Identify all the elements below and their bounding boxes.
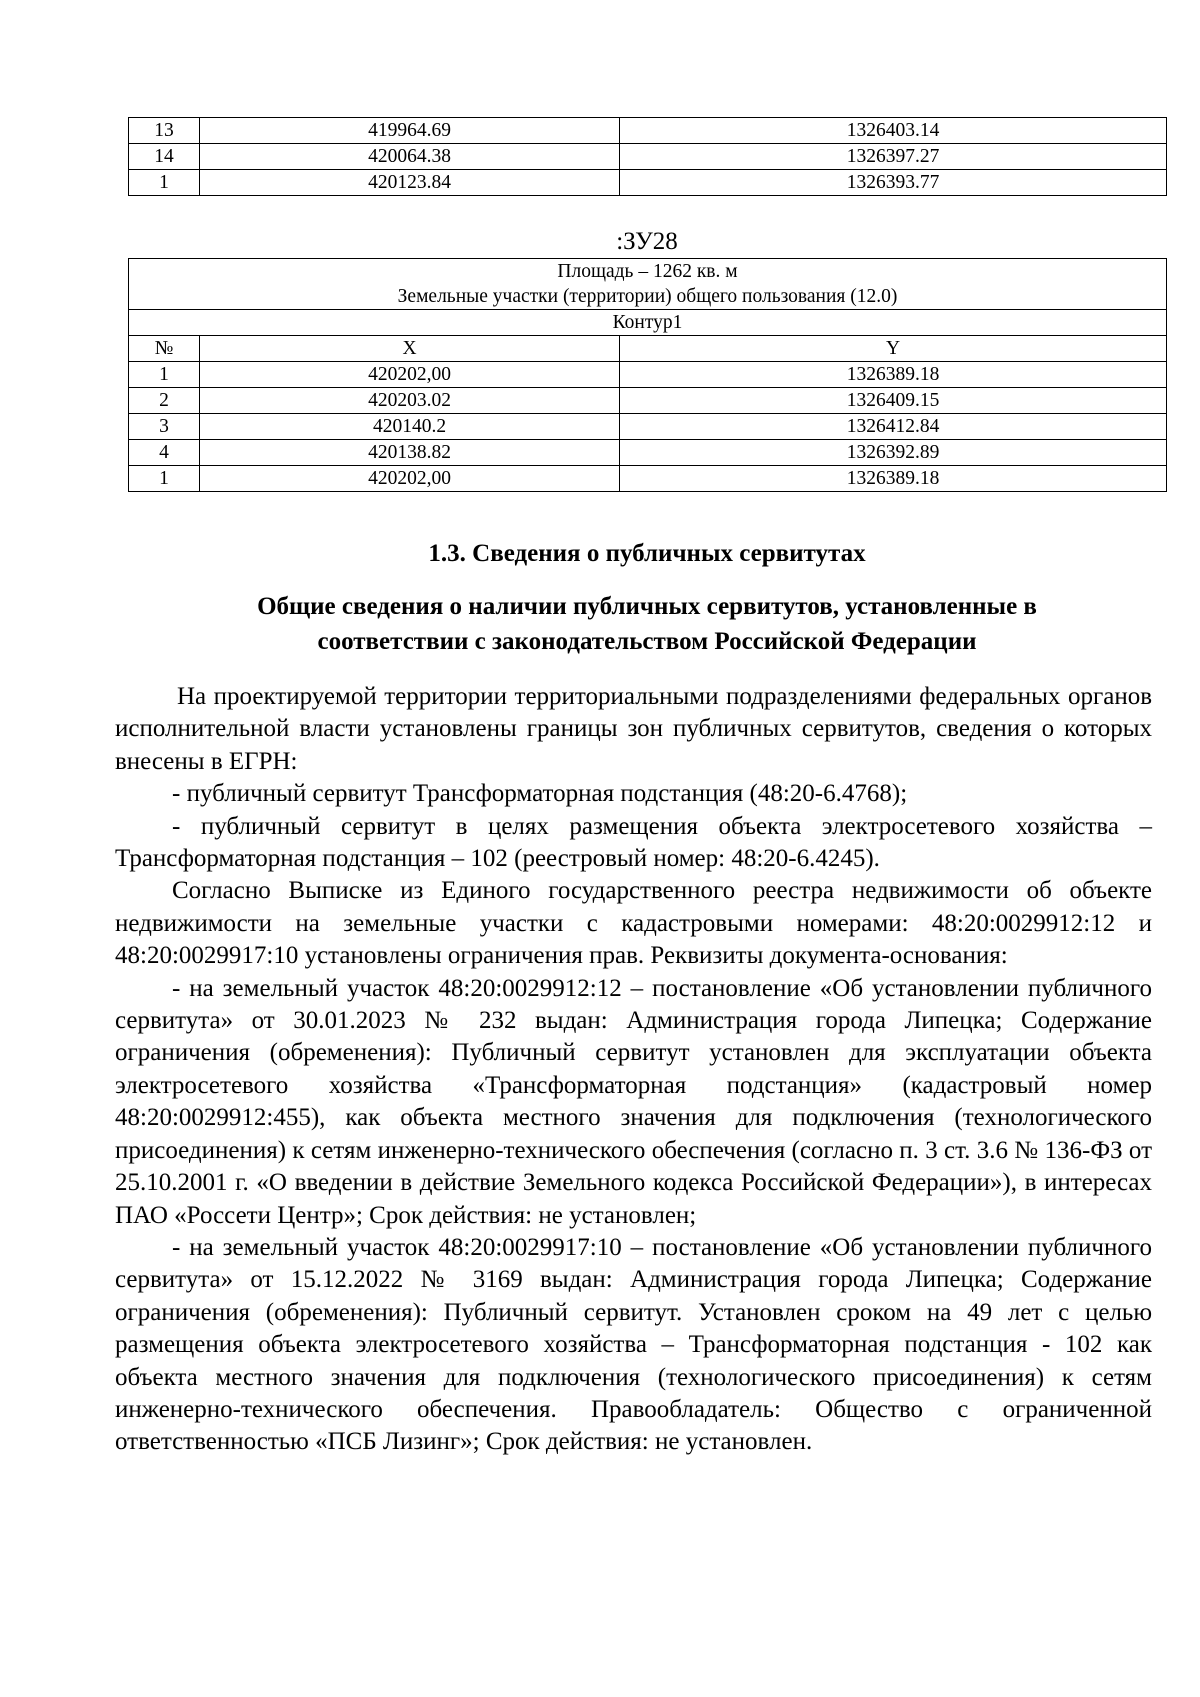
x-coordinate: 420202,00: [200, 466, 620, 492]
parcel-area: Площадь – 1262 кв. м: [557, 261, 738, 282]
point-number: 4: [129, 440, 200, 466]
table-row: [129, 170, 1167, 196]
body-text: [115, 681, 1152, 1459]
point-number: 1: [129, 170, 200, 196]
point-number: 14: [129, 144, 200, 170]
servitude-item-2: - публичный сервитут в целях размещения объекта электросетевого хозяйства – Трансформаторная подстанция – 102 (реестровый номер: 48:20-6.4245).: [115, 812, 1152, 873]
coordinates-table-continuation: [128, 117, 1167, 196]
point-number: 2: [129, 388, 200, 414]
table-row: [129, 466, 1167, 492]
column-header-number: №: [129, 336, 200, 362]
y-coordinate: 1326397.27: [620, 144, 1167, 170]
x-coordinate: 420202,00: [200, 362, 620, 388]
section-subheading: [128, 589, 1166, 659]
table-row: [129, 388, 1167, 414]
table-header-row: [129, 336, 1167, 362]
y-coordinate: 1326393.77: [620, 170, 1167, 196]
y-coordinate: 1326403.14: [620, 118, 1167, 144]
point-number: 1: [129, 362, 200, 388]
subheading-line-1: Общие сведения о наличии публичных сервитутов, установленные в: [257, 593, 1037, 620]
paragraph-parcel-12: - на земельный участок 48:20:0029912:12 – постановление «Об установлении публичного сервитута» от 30.01.2023 № 232 выдан: Администрация города Липецка; Содержание ограничения (обременения): Публичный сервитут установлен для эксплуатации объекта электросетевого хозяйства «Трансформаторная подстанция» (кадастровый номер 48:20:0029912:455), как объекта местного значения для подключения (технологического присоединения) к сетям инженерно-технического обеспечения (согласно п. 3 ст. 3.6 № 136-ФЗ от 25.10.2001 г. «О введении в действие Земельного кодекса Российской Федерации»), в интересах ПАО «Россети Центр»; Срок действия: не установлен;: [115, 974, 1152, 1229]
x-coordinate: 420123.84: [200, 170, 620, 196]
y-coordinate: 1326412.84: [620, 414, 1167, 440]
point-number: 3: [129, 414, 200, 440]
parcel-coordinates-table: [128, 258, 1167, 492]
table-row: [129, 440, 1167, 466]
table-row: [129, 414, 1167, 440]
paragraph-egrn-extract: Согласно Выписке из Единого государственного реестра недвижимости об объекте недвижимости на земельные участки с кадастровыми номерами: 48:20:0029912:12 и 48:20:0029917:10 установлены ограничения прав. Реквизиты документа-основания:: [115, 877, 1152, 970]
parcel-info-cell: [129, 259, 1167, 310]
table-row: [129, 118, 1167, 144]
x-coordinate: 419964.69: [200, 118, 620, 144]
point-number: 1: [129, 466, 200, 492]
parcel-usage: Земельные участки (территории) общего пользования (12.0): [397, 286, 898, 307]
table-row: [129, 259, 1167, 310]
x-coordinate: 420140.2: [200, 414, 620, 440]
column-header-x: X: [200, 336, 620, 362]
table-row: [129, 144, 1167, 170]
y-coordinate: 1326409.15: [620, 388, 1167, 414]
paragraph-intro: На проектируемой территории территориальными подразделениями федеральных органов исполнительной власти установлены границы зон публичных сервитутов, сведения о которых внесены в ЕГРН:: [115, 683, 1152, 775]
contour-label: Контур1: [129, 310, 1167, 336]
y-coordinate: 1326389.18: [620, 466, 1167, 492]
y-coordinate: 1326389.18: [620, 362, 1167, 388]
table-row: [129, 362, 1167, 388]
x-coordinate: 420203.02: [200, 388, 620, 414]
table-row: [129, 310, 1167, 336]
y-coordinate: 1326392.89: [620, 440, 1167, 466]
x-coordinate: 420138.82: [200, 440, 620, 466]
servitude-item-1: - публичный сервитут Трансформаторная подстанция (48:20-6.4768);: [172, 780, 908, 808]
section-heading: 1.3. Сведения о публичных сервитутах: [428, 540, 866, 567]
parcel-title: :ЗУ28: [616, 228, 678, 255]
x-coordinate: 420064.38: [200, 144, 620, 170]
point-number: 13: [129, 118, 200, 144]
subheading-line-2: соответствии с законодательством Российской Федерации: [317, 628, 977, 655]
paragraph-parcel-10: - на земельный участок 48:20:0029917:10 – постановление «Об установлении публичного сервитута» от 15.12.2022 № 3169 выдан: Администрация города Липецка; Содержание ограничения (обременения): Публичный сервитут. Установлен сроком на 49 лет с целью размещения объекта электросетевого хозяйства – Трансформаторная подстанция - 102 как объекта местного значения для подключения (технологического присоединения) к сетям инженерно-технического обеспечения. Правообладатель: Общество с ограниченной ответственностью «ПСБ Лизинг»; Срок действия: не установлен.: [115, 1233, 1152, 1456]
column-header-y: Y: [620, 336, 1167, 362]
